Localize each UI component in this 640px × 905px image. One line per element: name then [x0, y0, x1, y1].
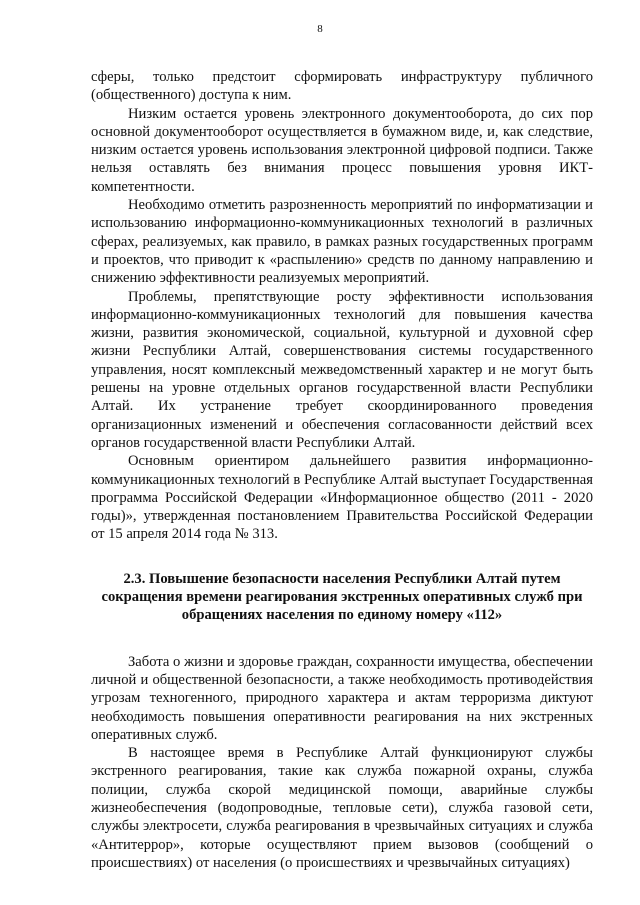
document-body — [91, 68, 593, 872]
paragraph-fragmentation: Необходимо отметить разрозненность мероприятий по информатизации и использованию информационно-коммуникационных технологий в различных сферах, реализуемых, как правило, в рамках разных государственных программ и проектов, что приводит к «распылению» средств по данному направлению и снижению эффективности реализуемых мероприятий. — [91, 197, 593, 287]
paragraph-edm: Низким остается уровень электронного документооборота, до сих пор основной документооборот осуществляется в бумажном виде, и, как следствие, низким остается уровень использования электронной цифровой подписи. Также нельзя оставлять без внимания процесс повышения уровня ИКТ-компетентности. — [91, 105, 593, 195]
paragraph-emergency-services: В настоящее время в Республике Алтай функционируют службы экстренного реагирования, такие как служба пожарной охраны, служба полиции, служба скорой медицинской помощи, аварийные службы жизнеобеспечения (водопроводные, тепловые сети), служба газовой сети, службы электросети, служба реагирования в чрезвычайных ситуациях и служба «Антитеррор», которые осуществляют прием вызовов (сообщений о происшествиях) от населения (о происшествиях и чрезвычайных ситуациях) — [91, 745, 593, 871]
paragraph-problems: Проблемы, препятствующие росту эффективности использования информационно-коммуникационных технологий для повышения качества жизни, развития экономической, социальной, культурной и духовной сфер жизни Республики Алтай, совершенствования системы государственного управления, носят комплексный межведомственный характер и не могут быть решены на уровне отдельных органов государственной власти Республики Алтай. Их устранение требует скоординированного проведения организационных изменений и обеспечения согласованности действий всех органов государственной власти Республики Алтай. — [91, 288, 593, 451]
section-heading: 2.3. Повышение безопасности населения Республики Алтай путем сокращения времени реагирования экстренных оперативных служб при обращениях населения по единому номеру «112» — [101, 570, 583, 624]
paragraph-safety: Забота о жизни и здоровье граждан, сохранности имущества, обеспечении личной и общественной безопасности, а также необходимость противодействия угрозам техногенного, природного характера и актам терроризма диктуют необходимость повышения оперативности реагирования на них экстренных оперативных служб. — [91, 653, 593, 743]
paragraph-state-program: Основным ориентиром дальнейшего развития информационно-коммуникационных технологий в Республике Алтай выступает Государственная программа Российской Федерации «Информационное общество (2011 - 2020 годы)», утвержденная постановлением Правительства Российской Федерации от 15 апреля 2014 года № 313. — [91, 453, 593, 543]
page-number: 8 — [317, 23, 323, 35]
paragraph-continuation: сферы, только предстоит сформировать инфраструктуру публичного (общественного) доступа к ним. — [91, 69, 593, 104]
